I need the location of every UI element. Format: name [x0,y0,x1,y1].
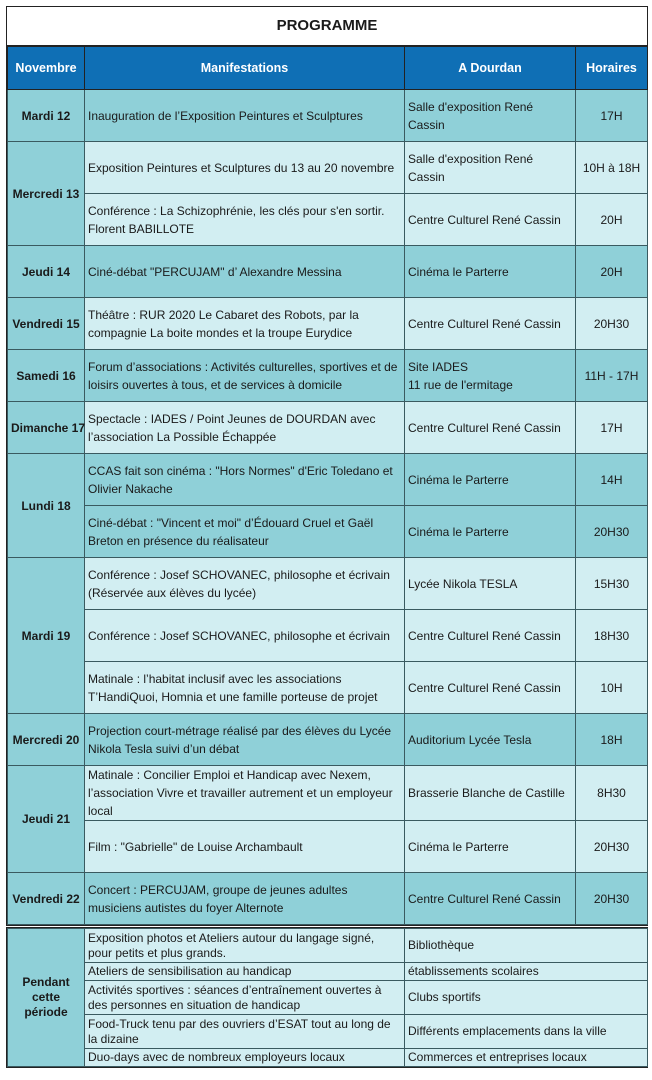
place-cell [405,350,576,402]
table-row [8,402,648,454]
place-cell [405,506,576,558]
period-place-cell: Clubs sportifs [405,981,648,1015]
place-cell [405,558,576,610]
period-row [8,1049,648,1067]
period-body [8,929,648,1067]
table-row [8,821,648,873]
place-cell [405,662,576,714]
event-cell: Forum d’associations : Activités culturelles, sportives et de loisirs ouvertes à tous, et de services à domicile [85,350,405,402]
period-place-cell: Commerces et entreprises locaux [405,1049,648,1067]
place-line: Site IADES [408,359,469,374]
time-cell: 20H [576,246,648,298]
time-cell: 10H [576,662,648,714]
time-cell: 17H [576,402,648,454]
event-cell: Conférence : La Schizophrénie, les clés pour s'en sortir. Florent BABILLOTE [85,194,405,246]
period-event-cell: Ateliers de sensibilisation au handicap [85,963,405,981]
period-row [8,1015,648,1049]
programme-table [7,46,648,925]
time-cell: 17H [576,90,648,142]
place-cell [405,142,576,194]
place-line: Auditorium Lycée Tesla [408,732,532,747]
time-cell: 11H - 17H [576,350,648,402]
place-line-2: 11 rue de l'ermitage [408,377,513,392]
event-cell: Conférence : Josef SCHOVANEC, philosophe et écrivain (Réservée aux élèves du lycée) [85,558,405,610]
day-cell: Mardi 12 [8,90,85,142]
event-cell: Conférence : Josef SCHOVANEC, philosophe et écrivain [85,610,405,662]
programme-table-frame [6,6,648,926]
day-cell: Mercredi 20 [8,714,85,766]
period-table [7,928,648,1067]
event-cell: Projection court-métrage réalisé par des élèves du Lycée Nikola Tesla suivi d’un débat [85,714,405,766]
place-line: Centre Culturel René Cassin [408,628,561,643]
period-place-cell: établissements scolaires [405,963,648,981]
table-row [8,662,648,714]
period-label [8,929,85,1067]
col-header-place: A Dourdan [405,47,576,90]
time-cell: 20H30 [576,298,648,350]
place-cell [405,194,576,246]
table-row [8,246,648,298]
event-cell: Exposition Peintures et Sculptures du 13 au 20 novembre [85,142,405,194]
event-cell: Concert : PERCUJAM, groupe de jeunes adultes musiciens autistes du foyer Alternote [85,873,405,925]
event-cell: Ciné-débat : "Vincent et moi" d’Édouard Cruel et Gaël Breton en présence du réalisateur [85,506,405,558]
period-row [8,981,648,1015]
page-title: PROGRAMME [7,7,647,46]
table-row [8,194,648,246]
day-cell: Mercredi 13 [8,142,85,246]
period-place-cell: Bibliothèque [405,929,648,963]
table-row [8,142,648,194]
place-line: Brasserie Blanche de Castille [408,786,565,800]
place-line: Centre Culturel René Cassin [408,420,561,435]
place-line: Salle d'exposition René Cassin [408,151,534,184]
time-cell: 10H à 18H [576,142,648,194]
place-line: Centre Culturel René Cassin [408,212,561,227]
place-cell [405,714,576,766]
day-cell: Vendredi 22 [8,873,85,925]
event-cell: Matinale : l’habitat inclusif avec les associations T’HandiQuoi, Homnia et une famille porteuse de projet [85,662,405,714]
time-cell: 8H30 [576,766,648,821]
place-cell [405,90,576,142]
period-event-cell: Duo-days avec de nombreux employeurs locaux [85,1049,405,1067]
time-cell: 15H30 [576,558,648,610]
table-row [8,298,648,350]
table-row [8,506,648,558]
place-line: Centre Culturel René Cassin [408,891,561,906]
col-header-events: Manifestations [85,47,405,90]
time-cell: 20H [576,194,648,246]
event-cell: Théâtre : RUR 2020 Le Cabaret des Robots, par la compagnie La boite mondes et la troupe Eurydice [85,298,405,350]
col-header-time: Horaires [576,47,648,90]
day-cell: Vendredi 15 [8,298,85,350]
event-cell: Inauguration de l’Exposition Peintures et Sculptures [85,90,405,142]
time-cell: 20H30 [576,873,648,925]
place-cell [405,610,576,662]
period-label-line: période [24,1005,68,1019]
table-row [8,610,648,662]
event-cell: Spectacle : IADES / Point Jeunes de DOURDAN avec l’association La Possible Échappée [85,402,405,454]
place-line: Lycée Nikola TESLA [408,576,518,591]
event-cell: Film : "Gabrielle" de Louise Archambault [85,821,405,873]
table-row [8,714,648,766]
place-line: Centre Culturel René Cassin [408,316,561,331]
table-row [8,90,648,142]
period-event-cell: Exposition photos et Ateliers autour du langage signé, pour petits et plus grands. [85,929,405,963]
programme-body [8,90,648,925]
day-cell: Mardi 19 [8,558,85,714]
period-row [8,963,648,981]
period-row [8,929,648,963]
event-cell: CCAS fait son cinéma : "Hors Normes" d'Eric Toledano et Olivier Nakache [85,454,405,506]
place-cell [405,298,576,350]
time-cell: 20H30 [576,506,648,558]
time-cell: 18H30 [576,610,648,662]
day-cell: Dimanche 17 [8,402,85,454]
period-event-cell: Food-Truck tenu par des ouvriers d’ESAT tout au long de la dizaine [85,1015,405,1049]
period-label-line: Pendant [22,975,70,989]
time-cell: 14H [576,454,648,506]
place-line: Salle d'exposition René Cassin [408,99,534,132]
place-line: Cinéma le Parterre [408,839,509,854]
time-cell: 20H30 [576,821,648,873]
period-place-cell: Différents emplacements dans la ville [405,1015,648,1049]
place-cell [405,454,576,506]
col-header-month: Novembre [8,47,85,90]
table-row [8,454,648,506]
place-cell [405,873,576,925]
event-cell: Ciné-débat "PERCUJAM" d’ Alexandre Messina [85,246,405,298]
table-row [8,873,648,925]
place-line: Cinéma le Parterre [408,472,509,487]
period-table-frame [6,927,648,1068]
place-line: Cinéma le Parterre [408,264,509,279]
table-row [8,558,648,610]
period-label-line: cette [31,990,60,1004]
place-line: Cinéma le Parterre [408,524,509,539]
place-cell [405,246,576,298]
time-cell: 18H [576,714,648,766]
table-row [8,766,648,821]
table-header-row [8,47,648,90]
day-cell: Lundi 18 [8,454,85,558]
day-cell: Jeudi 21 [8,766,85,873]
period-event-cell: Activités sportives : séances d’entraînement ouvertes à des personnes en situation de handicap [85,981,405,1015]
place-cell [405,821,576,873]
table-row [8,350,648,402]
event-cell: Matinale : Concilier Emploi et Handicap avec Nexem, l’association Vivre et travailler autrement et un employeur local [85,766,405,821]
place-cell [405,402,576,454]
day-cell: Jeudi 14 [8,246,85,298]
place-line: Centre Culturel René Cassin [408,680,561,695]
place-cell [405,766,576,821]
day-cell: Samedi 16 [8,350,85,402]
